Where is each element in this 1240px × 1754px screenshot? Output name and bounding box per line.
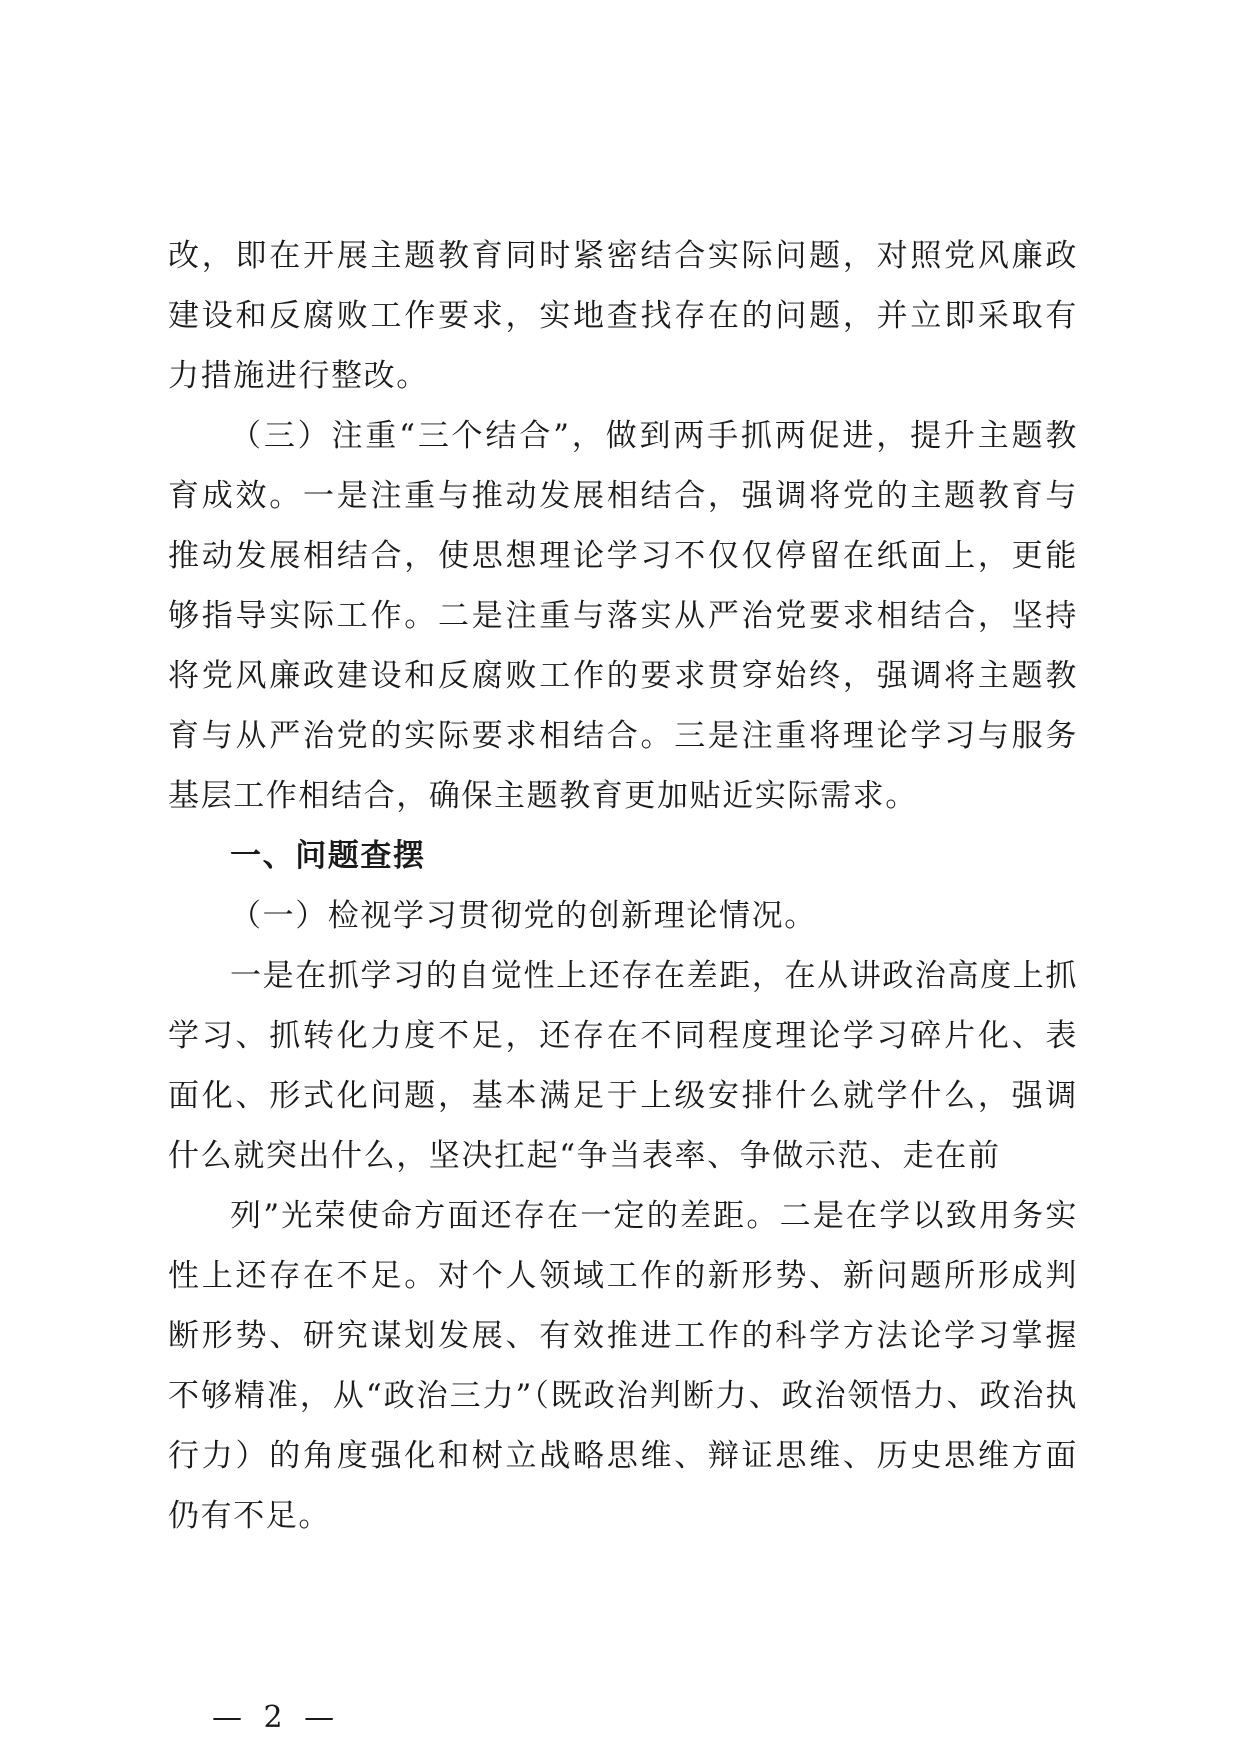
section-heading-problems: 一、问题查摆 (230, 838, 426, 874)
page-number: — 2 — (212, 1700, 341, 1735)
paragraph-practical-application: 列”光荣使命方面还存在一定的差距。二是在学以致用务实性上还存在不足。对个人领域工作的新形势、新问题所形成判断形势、研究谋划发展、有效推进工作的科学方法论学习掌握不够精准，从“政治三力”（既政治判断力、政治领悟力、政治执行力）的角度强化和树立战略思维、辩证思维、历史思维方面仍有不足。 (168, 1198, 1078, 1534)
subsection-heading-theory-study: （一）检视学习贯彻党的创新理论情况。 (230, 898, 817, 934)
paragraph-three-combinations: （三）注重“三个结合”，做到两手抓两促进，提升主题教育成效。一是注重与推动发展相结合，强调将党的主题教育与推动发展相结合，使思想理论学习不仅仅停留在纸面上，更能够指导实际工作。二是注重与落实从严治党要求相结合，坚持将党风廉政建设和反腐败工作的要求贯穿始终，强调将主题教育与从严治党的实际要求相结合。三是注重将理论学习与服务基层工作相结合，确保主题教育更加贴近实际需求。 (168, 418, 1078, 814)
paragraph-continuation: 改，即在开展主题教育同时紧密结合实际问题，对照党风廉政建设和反腐败工作要求，实地查找存在的问题，并立即采取有力措施进行整改。 (168, 238, 1078, 394)
document-body (168, 226, 1078, 1546)
paragraph-study-gap: 一是在抓学习的自觉性上还存在差距，在从讲政治高度上抓学习、抓转化力度不足，还存在不同程度理论学习碎片化、表面化、形式化问题，基本满足于上级安排什么就学什么，强调什么就突出什么，坚决扛起“争当表率、争做示范、走在前 (168, 958, 1078, 1174)
